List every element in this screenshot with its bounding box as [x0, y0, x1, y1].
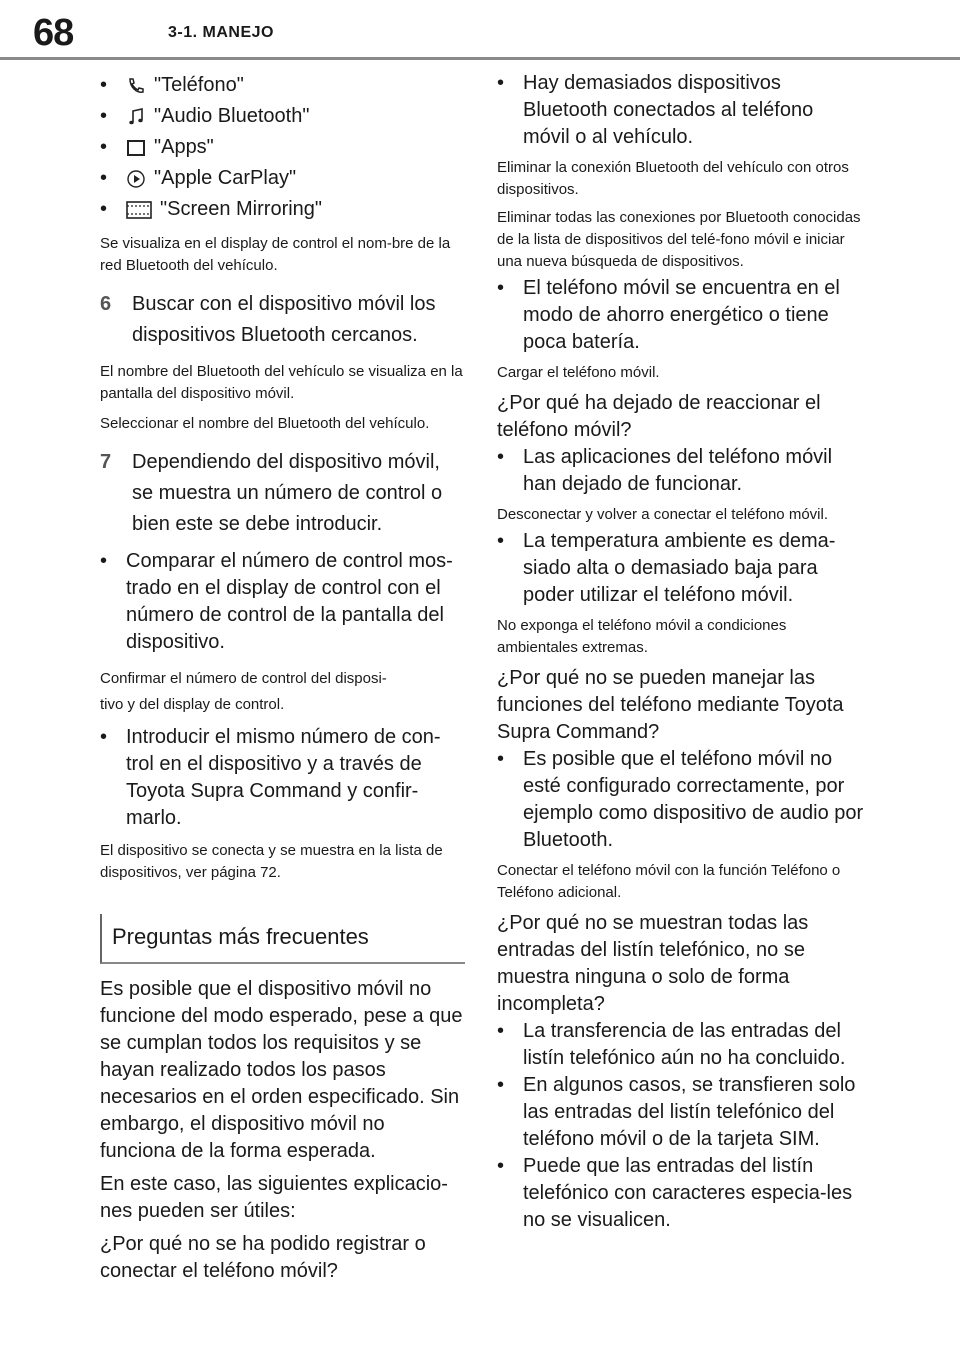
list-item-label: "Apple CarPlay" — [154, 167, 297, 189]
list-item: • Puede que las entradas del listín telefónico con caracteres especia-les no se visualicen. — [497, 1155, 853, 1231]
list-item: • Es posible que el teléfono móvil no esté configurado correctamente, por ejemplo como dispositivo de audio por Bluetooth. — [497, 748, 864, 851]
question: ¿Por qué no se muestran todas las entradas del listín telefónico, no se muestra ninguna o solo de forma incompleta? — [497, 912, 809, 1015]
list-item: • El teléfono móvil se encuentra en el modo de ahorro energético o tiene poca batería. — [497, 277, 840, 353]
note: Eliminar todas las conexiones por Bluetooth conocidas de la lista de dispositivos del telé-fono móvil e iniciar una nueva búsqueda de dispositivos. — [497, 209, 861, 270]
question: ¿Por qué ha dejado de reaccionar el teléfono móvil? — [497, 392, 821, 441]
note: Se visualiza en el display de control el nom-bre de la red Bluetooth del vehículo. — [100, 235, 451, 274]
list-item-apps: • "Apps" — [100, 132, 465, 163]
section-title: 3-1. MANEJO — [168, 24, 274, 41]
question: ¿Por qué no se pueden manejar las funciones del teléfono mediante Toyota Supra Command? — [497, 667, 844, 743]
note: Confirmar el número de control del disposi- tivo y del display de control. — [100, 670, 387, 713]
right-column — [497, 70, 865, 1234]
step-7 — [100, 447, 465, 540]
note: El nombre del Bluetooth del vehículo se visualiza en la pantalla del dispositivo móvil. — [100, 363, 463, 402]
faq-heading-box — [100, 914, 465, 964]
note: Conectar el teléfono móvil con la función Teléfono o Teléfono adicional. — [497, 862, 841, 901]
list-item-label: "Screen Mirroring" — [160, 198, 323, 220]
list-item: • Introducir el mismo número de con-trol en el dispositivo y a través de Toyota Supra Command y confir-marlo. — [100, 726, 441, 829]
list-item-audio-bluetooth: • "Audio Bluetooth" — [100, 101, 465, 132]
list-item: • En algunos casos, se transfieren solo las entradas del listín telefónico del teléfono móvil o de la tarjeta SIM. — [497, 1074, 856, 1150]
note: Cargar el teléfono móvil. — [497, 364, 660, 381]
paragraph: En este caso, las siguientes explicacio-nes pueden ser útiles: — [100, 1173, 448, 1222]
step-6 — [100, 289, 465, 351]
list-item: • La transferencia de las entradas del listín telefónico aún no ha concluido. — [497, 1020, 846, 1069]
list-item-label: "Apps" — [154, 136, 214, 158]
note: Desconectar y volver a conectar el teléfono móvil. — [497, 506, 828, 523]
list-item-label: "Audio Bluetooth" — [154, 105, 310, 127]
page-number: 68 — [33, 12, 74, 54]
square-icon — [126, 138, 146, 158]
page-header — [0, 0, 960, 62]
step-text: Buscar con el dispositivo móvil los dispositivos Bluetooth cercanos. — [132, 293, 436, 346]
header-rule — [0, 57, 960, 60]
step-number: 7 — [100, 451, 112, 473]
play-circle-icon — [126, 169, 146, 189]
step-text: Dependiendo del dispositivo móvil, se muestra un número de control o bien este se debe introducir. — [132, 451, 443, 535]
paragraph: ¿Por qué no se ha podido registrar o conectar el teléfono móvil? — [100, 1233, 426, 1282]
phone-icon — [126, 76, 146, 96]
list-item-apple-carplay: • "Apple CarPlay" — [100, 163, 465, 194]
list-item: • Comparar el número de control mos-trado en el display de control con el número de control de la pantalla del dispositivo. — [100, 550, 453, 653]
left-column — [100, 70, 465, 1285]
list-item-screen-mirroring: • "Screen Mirroring" — [100, 194, 465, 225]
step-number: 6 — [100, 293, 112, 315]
list-item: • Hay demasiados dispositivos Bluetooth conectados al teléfono móvil o al vehículo. — [497, 72, 814, 148]
music-note-icon — [126, 107, 146, 127]
note: El dispositivo se conecta y se muestra en la lista de dispositivos, ver página 72. — [100, 842, 443, 881]
note: Seleccionar el nombre del Bluetooth del vehículo. — [100, 415, 430, 432]
list-item-phone: • "Teléfono" — [100, 70, 465, 101]
paragraph: Es posible que el dispositivo móvil no funcione del modo esperado, pese a que se cumplan todos los requisitos y se hayan realizado todos los pasos necesarios en el orden especificado. Sin embargo, el dispositivo móvil no funciona de la forma esperada. — [100, 978, 463, 1162]
list-item-label: "Teléfono" — [154, 74, 244, 96]
note: Eliminar la conexión Bluetooth del vehículo con otros dispositivos. — [497, 159, 849, 198]
faq-heading: Preguntas más frecuentes — [112, 924, 369, 949]
list-item: • La temperatura ambiente es dema-siado alta o demasiado baja para poder utilizar el teléfono móvil. — [497, 530, 836, 606]
note: No exponga el teléfono móvil a condiciones ambientales extremas. — [497, 617, 787, 656]
list-item: • Las aplicaciones del teléfono móvil han dejado de funcionar. — [497, 446, 833, 495]
screen-mirroring-icon — [126, 200, 152, 220]
